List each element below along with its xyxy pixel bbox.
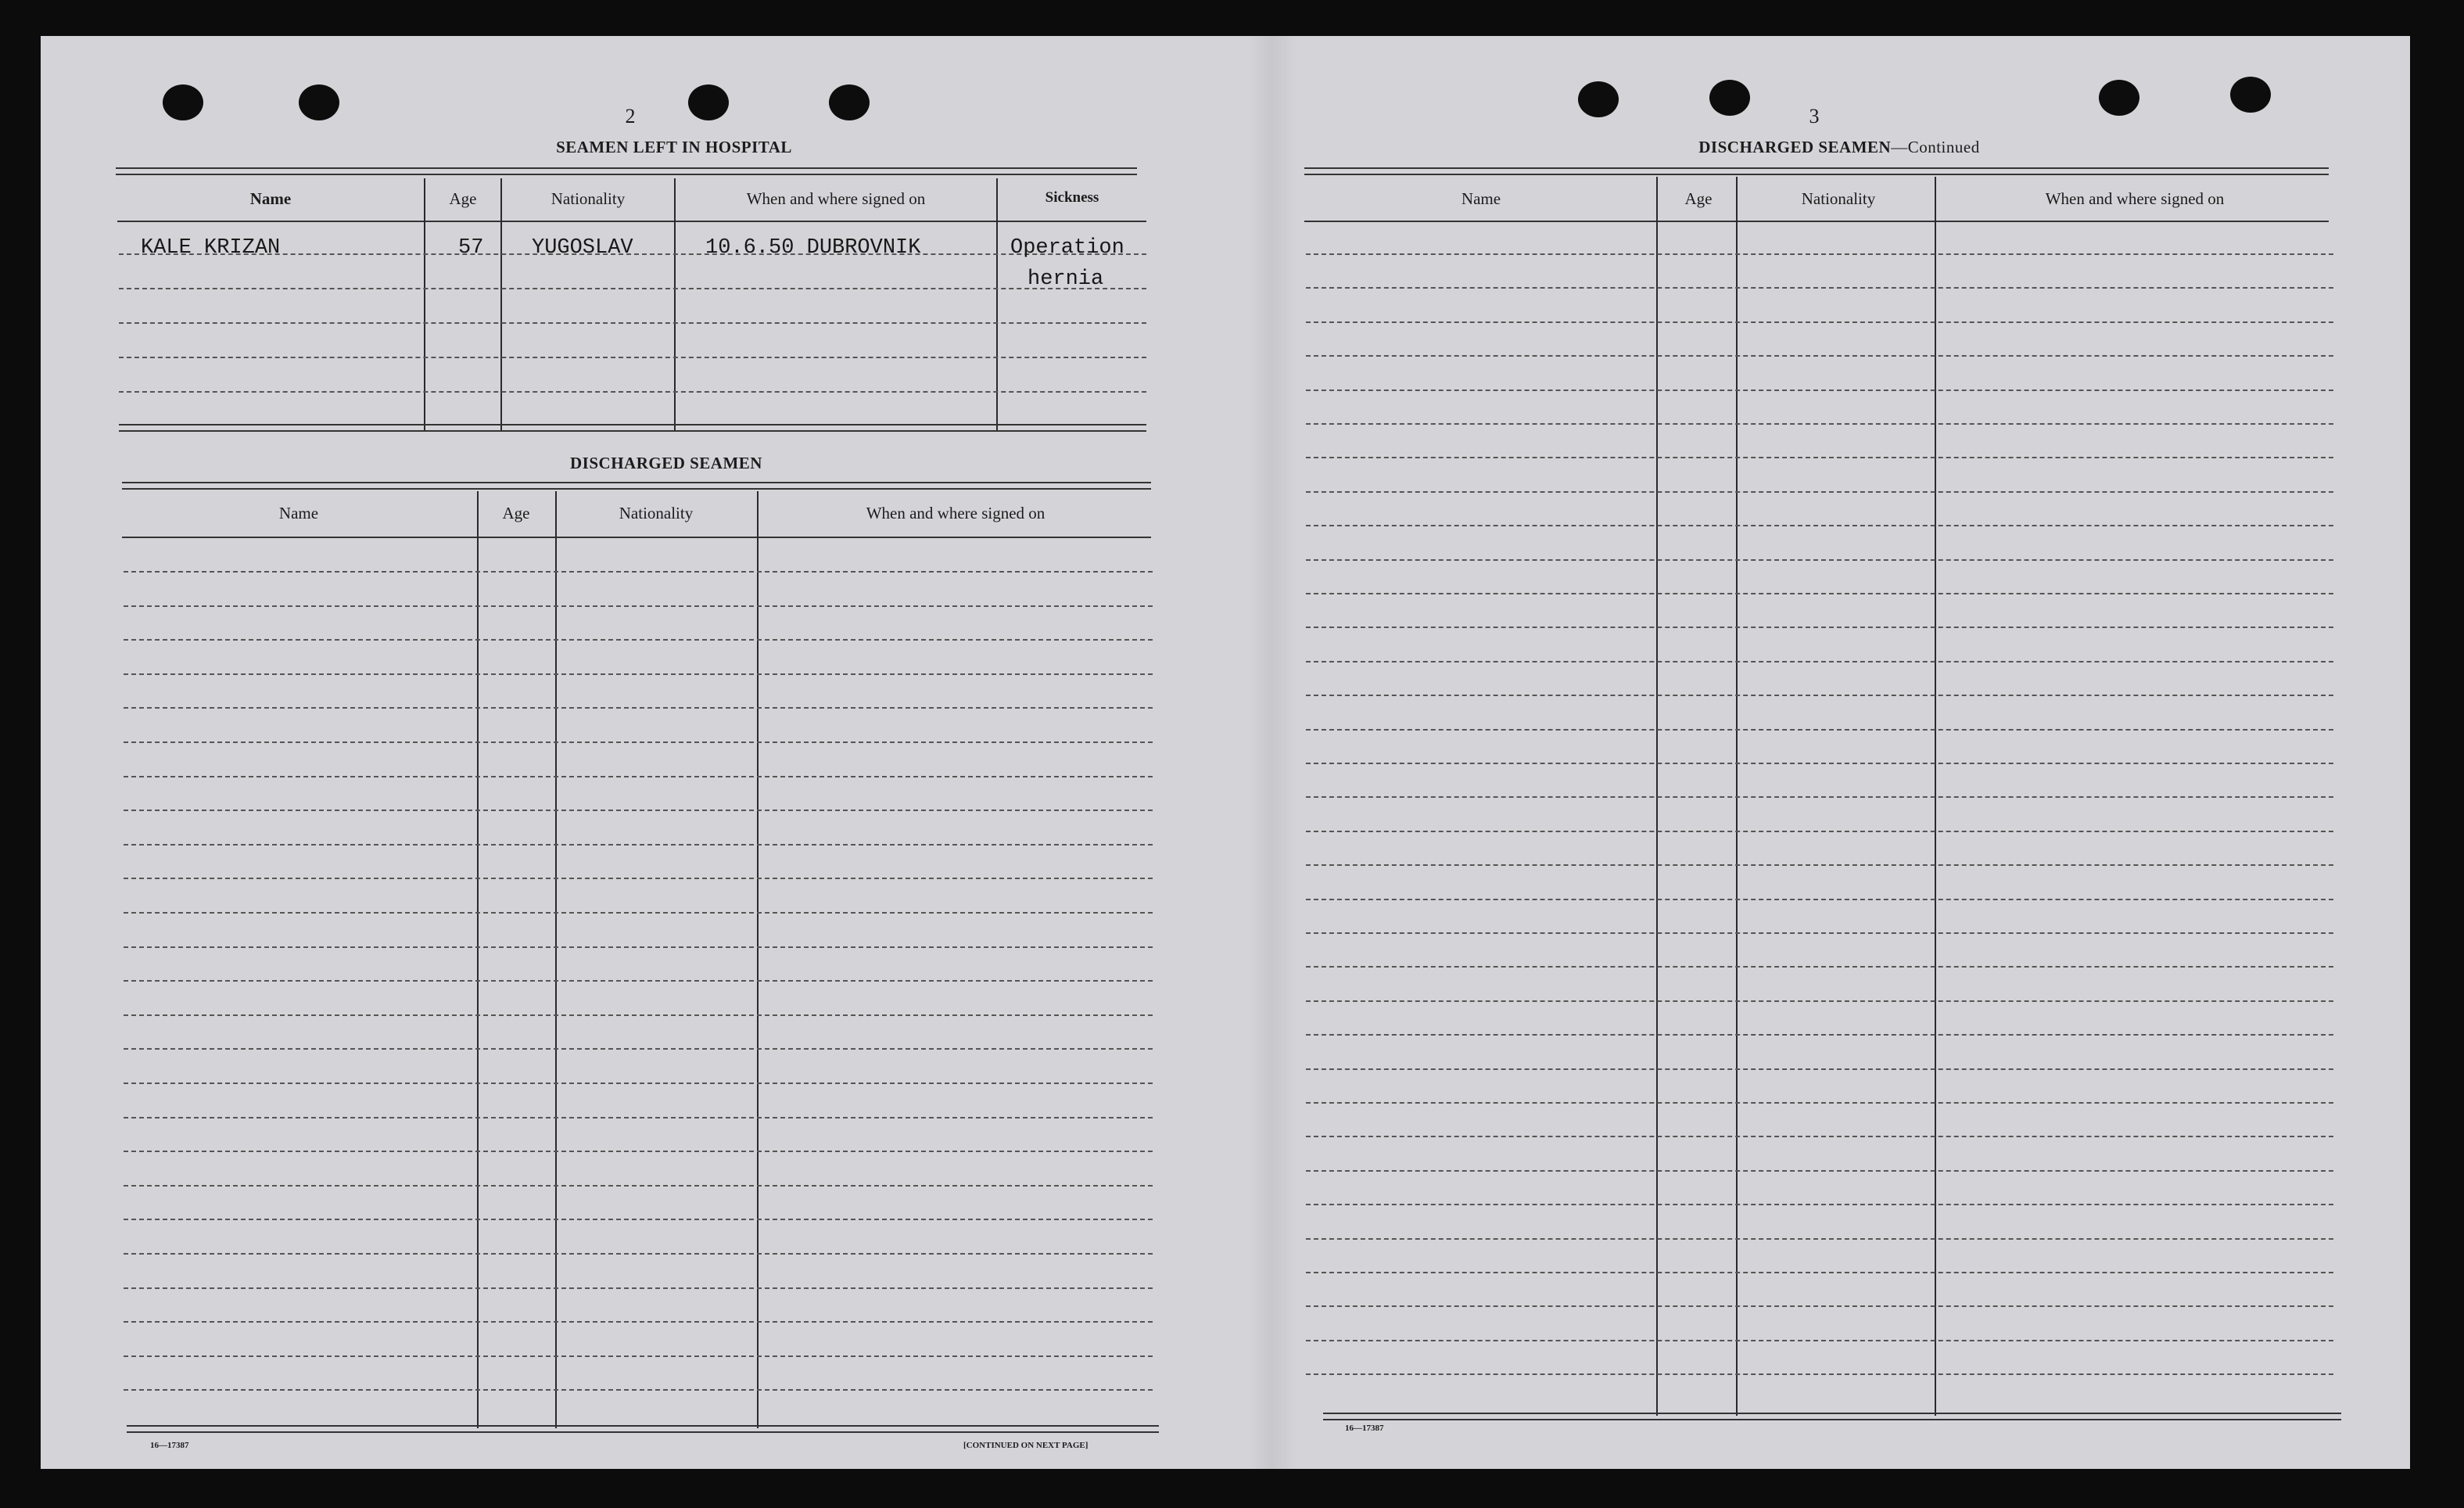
row-line [1306, 899, 2333, 900]
section-rule [122, 482, 1151, 490]
row-line [1306, 390, 2333, 391]
row-line [124, 1321, 1153, 1323]
page-number-left: 2 [625, 105, 636, 127]
row-line [1306, 1068, 2333, 1070]
row-line [119, 322, 1146, 324]
row-line [1306, 593, 2333, 594]
row-line [124, 639, 1153, 641]
row-line [124, 707, 1153, 709]
section-rule [127, 1425, 1159, 1433]
row-line [1306, 864, 2333, 866]
entry-sickness-detail: hernia [1028, 267, 1104, 291]
row-line [1306, 932, 2333, 934]
row-line [124, 776, 1153, 777]
col-header-age: Age [1684, 189, 1713, 208]
row-line [1306, 695, 2333, 696]
row-line [1306, 321, 2333, 323]
row-line [124, 810, 1153, 811]
col-header-sickness: Sickness [1045, 189, 1099, 206]
row-line [119, 357, 1146, 358]
row-line [1306, 1340, 2333, 1341]
entry-nationality: YUGOSLAV [532, 236, 633, 260]
row-line [124, 605, 1153, 607]
col-header-age: Age [502, 504, 530, 522]
row-line [1306, 491, 2333, 493]
row-line [1306, 559, 2333, 561]
row-line [124, 1014, 1153, 1016]
punch-hole [1709, 80, 1750, 116]
row-line [1306, 1305, 2333, 1307]
row-line [124, 1253, 1153, 1255]
row-line [1306, 1000, 2333, 1002]
col-header-signed-on: When and where signed on [746, 189, 926, 208]
row-line [1306, 1170, 2333, 1172]
col-header-signed-on: When and where signed on [2045, 189, 2225, 208]
punch-hole [829, 84, 870, 120]
col-header-age: Age [449, 189, 477, 208]
punch-hole [688, 84, 729, 120]
entry-age: 57 [458, 236, 484, 260]
col-header-signed-on: When and where signed on [866, 504, 1045, 522]
row-line [1306, 661, 2333, 662]
continued-note: [CONTINUED ON NEXT PAGE] [963, 1441, 1089, 1450]
row-line [1306, 1373, 2333, 1375]
row-line [124, 1151, 1153, 1152]
row-line [1306, 423, 2333, 425]
row-line [124, 878, 1153, 879]
row-line [1306, 831, 2333, 832]
row-line [1306, 796, 2333, 798]
row-line [1306, 1136, 2333, 1137]
row-line [124, 741, 1153, 743]
section-rule [1304, 167, 2329, 175]
row-line [124, 946, 1153, 948]
row-line [1306, 627, 2333, 628]
row-line [124, 1185, 1153, 1187]
form-number-left: 16—17387 [150, 1441, 189, 1450]
row-line [124, 1219, 1153, 1220]
discharged-section-title: DISCHARGED SEAMEN [570, 454, 762, 472]
row-line [124, 912, 1153, 914]
punch-hole [299, 84, 339, 120]
row-line [124, 1083, 1153, 1084]
row-line [119, 288, 1146, 289]
row-line [1306, 1238, 2333, 1240]
row-line [1306, 1272, 2333, 1273]
row-line [1306, 729, 2333, 731]
row-line [1306, 287, 2333, 289]
punch-hole [1578, 81, 1619, 117]
punch-hole [2230, 77, 2271, 113]
section-rule [116, 167, 1137, 175]
row-line [124, 980, 1153, 982]
form-number-right: 16—17387 [1345, 1424, 1384, 1433]
col-header-name: Name [249, 189, 292, 208]
col-header-nationality: Nationality [551, 189, 626, 208]
col-header-name: Name [1461, 189, 1501, 208]
section-title-text: DISCHARGED SEAMEN [1698, 138, 1892, 156]
row-line [1306, 1034, 2333, 1036]
row-line [124, 844, 1153, 846]
row-line [1306, 457, 2333, 458]
hospital-section-title: SEAMEN LEFT IN HOSPITAL [556, 138, 792, 156]
row-line [1306, 253, 2333, 255]
entry-signed-on: 10.6.50 DUBROVNIK [705, 236, 921, 260]
row-line [124, 1389, 1153, 1391]
row-line [1306, 1204, 2333, 1205]
header-rule [117, 221, 1146, 222]
header-rule [1304, 221, 2329, 222]
header-rule [122, 537, 1151, 538]
col-header-name: Name [278, 504, 319, 522]
document-sheet [41, 36, 2410, 1469]
col-header-nationality: Nationality [1801, 189, 1876, 208]
row-line [1306, 355, 2333, 357]
row-line [124, 1117, 1153, 1118]
row-line [124, 571, 1153, 573]
row-line [124, 1355, 1153, 1357]
page-fold [1249, 36, 1296, 1469]
entry-name: KALE KRIZAN [141, 236, 281, 260]
row-line [124, 1048, 1153, 1050]
section-rule [119, 424, 1146, 432]
page-number-right: 3 [1809, 105, 1820, 127]
row-line [119, 391, 1146, 393]
col-header-nationality: Nationality [619, 504, 694, 522]
discharged-continued-title [1526, 138, 2152, 157]
section-title-suffix: —Continued [1891, 138, 1980, 156]
row-line [1306, 763, 2333, 764]
row-line [1306, 1102, 2333, 1104]
row-line [1306, 525, 2333, 526]
section-rule [1323, 1413, 2341, 1420]
row-line [1306, 966, 2333, 968]
punch-hole [163, 84, 203, 120]
row-line [124, 1287, 1153, 1289]
row-line [124, 673, 1153, 675]
entry-sickness: Operation [1010, 236, 1124, 260]
punch-hole [2099, 80, 2139, 116]
